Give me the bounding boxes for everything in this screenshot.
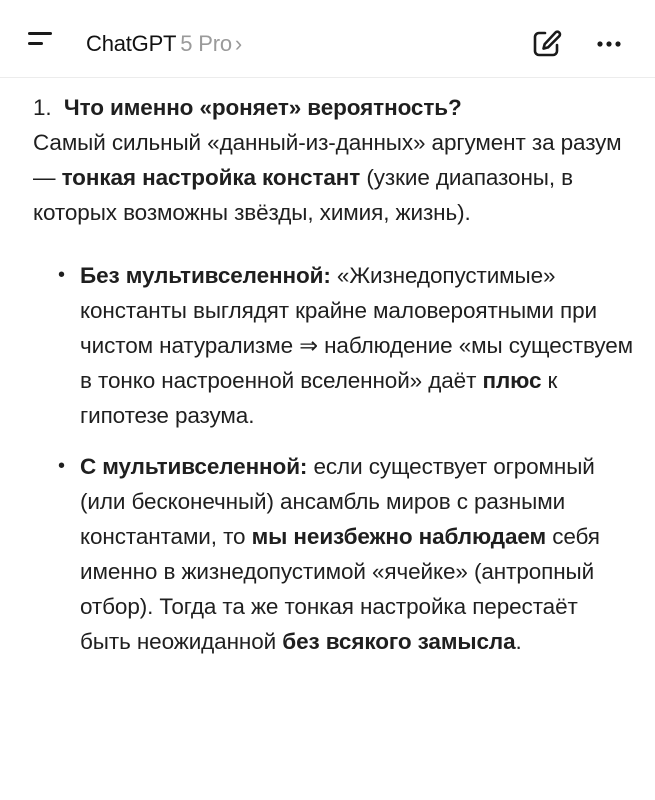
bullet-text-end: .: [515, 629, 522, 654]
point-heading: Что именно «роняет» вероятность?: [63, 95, 462, 120]
bullet-lead: Без мультивселенной:: [80, 263, 331, 288]
bullet-bold: мы неизбежно наблюдаем: [251, 524, 547, 549]
bullet-list: [33, 258, 633, 659]
app-name: ChatGPT: [86, 31, 177, 56]
list-item: [33, 449, 633, 659]
assistant-message: [33, 90, 633, 675]
bullet-dot: •: [58, 455, 65, 477]
bullet-bold: плюс: [482, 368, 542, 393]
list-item: [33, 258, 633, 433]
bullet-text: «Жизнедопустимые» константы выглядят крайне маловероятными при чистом натурализме ⇒ наблюдение «мы существуем в тонко настроенной вселенной» даёт: [80, 263, 634, 393]
model-selector[interactable]: [86, 31, 242, 61]
chevron-right-icon: ›: [234, 31, 243, 56]
point-text: Самый сильный «данный-из-данных» аргумент за разум —: [33, 130, 622, 190]
bullet-lead: С мультивселенной:: [80, 454, 308, 479]
point-text-end: (узкие диапазоны, в которых возможны звёзды, химия, жизнь).: [33, 165, 573, 225]
model-name: 5 Pro: [180, 31, 232, 56]
bullet-text-end: к гипотезе разума.: [80, 368, 558, 428]
numbered-point: [33, 90, 633, 230]
point-number: 1.: [33, 95, 52, 120]
hamburger-menu-icon[interactable]: [22, 28, 62, 52]
more-dots-icon[interactable]: [594, 32, 630, 56]
point-bold: тонкая настройка констант: [61, 165, 361, 190]
top-bar: [0, 0, 655, 78]
bullet-text-mid: себя именно в жизнедопустимой «ячейке» (антропный отбор). Тогда та же тонкая настройка перестаёт быть неожиданной: [80, 524, 600, 654]
new-chat-edit-icon[interactable]: [529, 27, 563, 61]
bullet-text: если существует огромный (или бесконечный) ансамбль миров с разными константами, то: [80, 454, 595, 549]
bullet-bold-end: без всякого замысла: [282, 629, 516, 654]
bullet-dot: •: [58, 264, 65, 286]
